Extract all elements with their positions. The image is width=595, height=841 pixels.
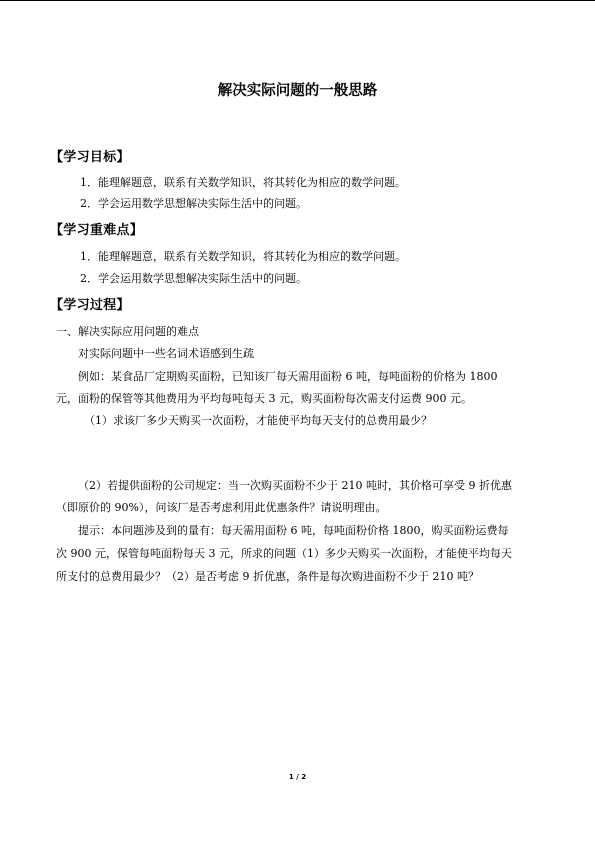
document-title: 解决实际问题的一般思路 <box>217 83 378 99</box>
section-heading-process: 【学习过程】 <box>50 298 130 313</box>
process-intro: 对实际问题中一些名词术语感到生疏 <box>78 347 254 360</box>
hint-line-2: 次 900 元，保管每吨面粉每天 3 元，所求的问题（1）多少天购买一次面粉，才能使平均每天 <box>56 547 512 560</box>
example-line-2: 元，面粉的保管等其他费用为平均每吨每天 3 元，购买面粉每次需支付运费 900 元。 <box>56 392 472 405</box>
header-rule <box>0 0 595 1</box>
question-1: （1）求该厂多少天购买一次面粉，才能使平均每天支付的总费用最少？ <box>84 414 432 427</box>
goal-item-2: 2．学会运用数学思想解决实际生活中的问题。 <box>80 197 307 210</box>
question-2-line-2: （即原价的 90%），问该厂是否考虑利用此优惠条件？请说明理由。 <box>56 501 387 514</box>
example-line-1: 例如：某食品厂定期购买面粉，已知该厂每天需用面粉 6 吨，每吨面粉的价格为 1800 <box>78 370 498 383</box>
key-point-item-2: 2．学会运用数学思想解决实际生活中的问题。 <box>80 272 307 285</box>
question-2-line-1: （2）若提供面粉的公司规定：当一次购买面粉不少于 210 吨时，其价格可享受 9 折优惠 <box>78 479 512 492</box>
goal-item-1: 1．能理解题意，联系有关数学知识，将其转化为相应的数学问题。 <box>80 176 406 189</box>
process-subheading: 一、解决实际应用问题的难点 <box>56 325 199 338</box>
page-number: 1 / 2 <box>288 773 307 781</box>
section-heading-key-points: 【学习重难点】 <box>50 223 144 238</box>
hint-line-3: 所支付的总费用最少？（2）是否考虑 9 折优惠，条件是每次购进面粉不少于 210 吨？ <box>56 570 479 583</box>
hint-line-1: 提示：本问题涉及到的量有：每天需用面粉 6 吨，每吨面粉价格 1800，购买面粉运费每 <box>78 524 509 537</box>
key-point-item-1: 1．能理解题意，联系有关数学知识，将其转化为相应的数学问题。 <box>80 250 406 263</box>
section-heading-goals: 【学习目标】 <box>50 150 130 165</box>
